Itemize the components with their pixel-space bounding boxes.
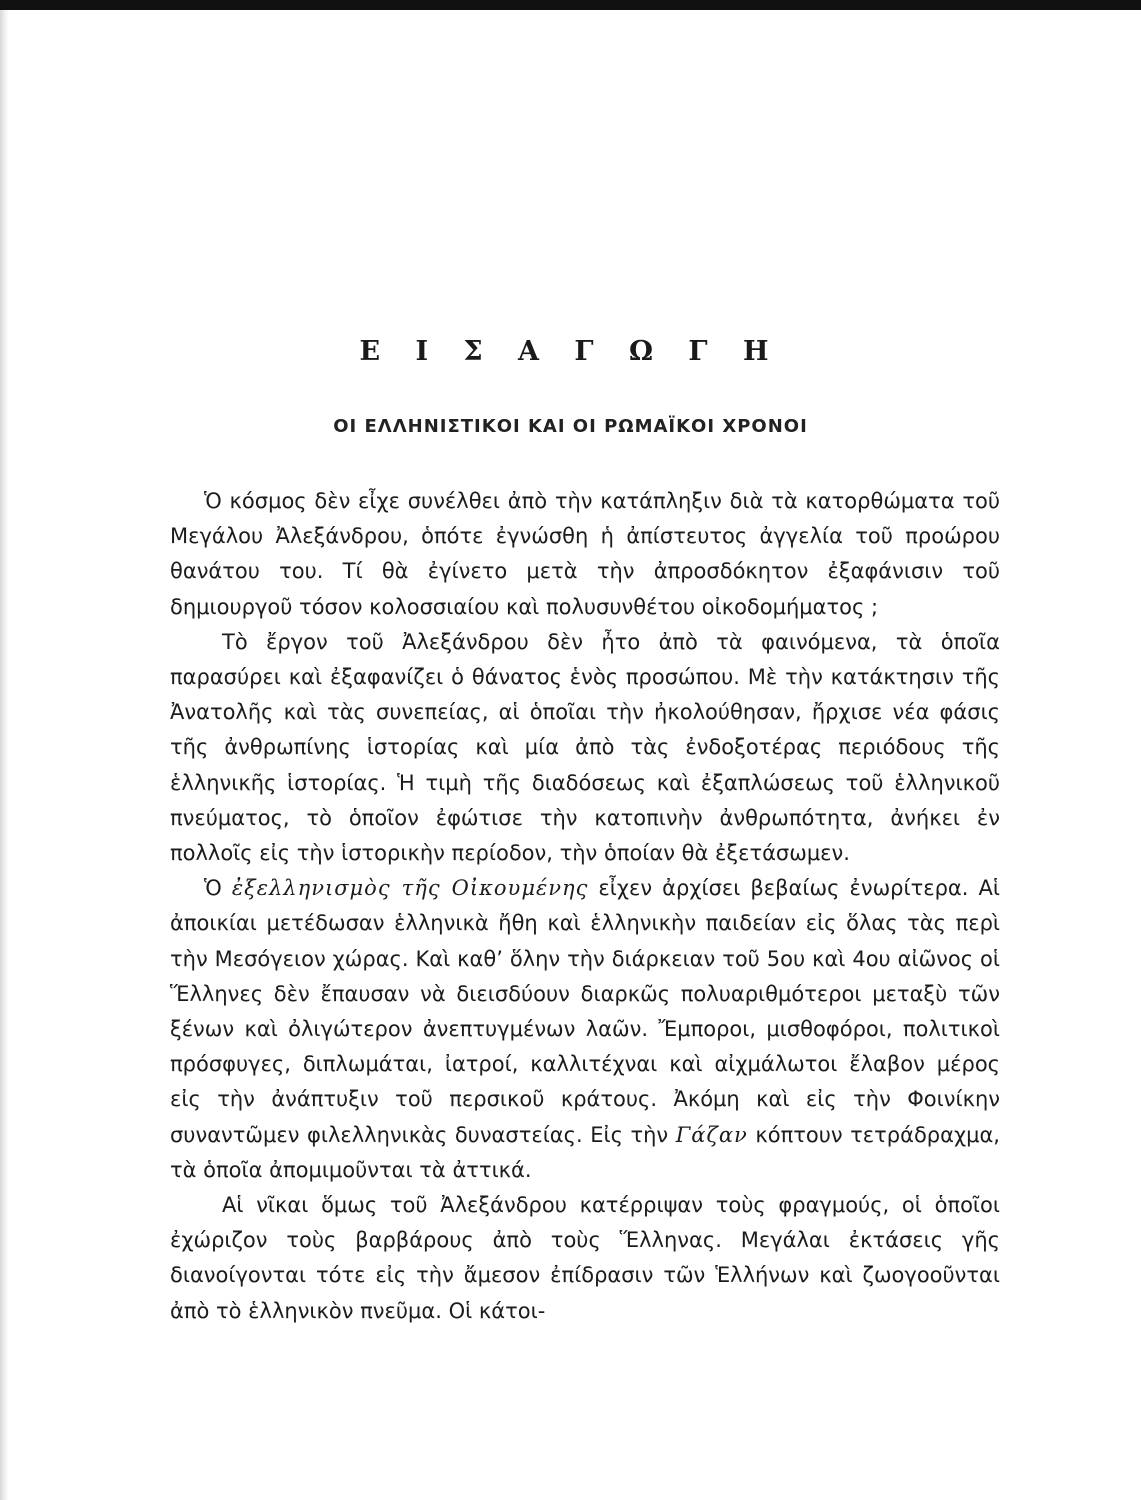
paragraph-3-italic-place: Γάζαν bbox=[675, 1122, 748, 1147]
paragraph-4: Αἱ νῖκαι ὅμως τοῦ Ἀλεξάνδρου κατέρριψαν τοὺς φραγμούς, οἱ ὁποῖοι ἐχώριζον τοὺς βαρβάρους ἀπὸ τοὺς Ἕλληνας. Μεγάλαι ἐκτάσεις γῆς διανοίγονται τότε εἰς τὴν ἄμεσον ἐπίδρασιν τῶν Ἑλλήνων καὶ ζωογοοῦνται ἀπὸ τὸ ἑλληνικὸν πνεῦμα. Οἱ κάτοι- bbox=[170, 1193, 1000, 1323]
paragraph-3-italic-phrase: ἐξελληνισμὸς τῆς Οἰκουμένης bbox=[231, 876, 589, 901]
body-text bbox=[170, 484, 1000, 1329]
paragraph-2: Τὸ ἔργον τοῦ Ἀλεξάνδρου δὲν ἦτο ἀπὸ τὰ φαινόμενα, τὰ ὁποῖα παρασύρει καὶ ἐξαφανίζει ὁ θάνατος ἑνὸς προσώπου. Μὲ τὴν κατάκτησιν τῆς Ἀνατολῆς καὶ τὰς συνεπείας, αἱ ὁποῖαι τὴν ἠκολούθησαν, ἤρχισε νέα φάσις τῆς ἀνθρωπίνης ἱστορίας καὶ μία ἀπὸ τὰς ἐνδοξοτέρας περιόδους τῆς ἑλληνικῆς ἱστορίας. Ἡ τιμὴ τῆς διαδόσεως καὶ ἐξαπλώσεως τοῦ ἑλληνικοῦ πνεύματος, τὸ ὁποῖον ἐφώτισε τὴν κατοπινὴν ἀνθρωπότητα, ἀνήκει ἐν πολλοῖς εἰς τὴν ἱστορικὴν περίοδον, τὴν ὁποίαν θὰ ἐξετάσωμεν. bbox=[170, 629, 1000, 866]
page-subtitle: ΟΙ ΕΛΛΗΝΙΣΤΙΚΟΙ ΚΑΙ ΟΙ ΡΩΜΑΪΚΟΙ ΧΡΟΝΟΙ bbox=[333, 416, 808, 437]
paragraph-1: Ὁ κόσμος δὲν εἶχε συνέλθει ἀπὸ τὴν κατάπληξιν διὰ τὰ κατορθώματα τοῦ Μεγάλου Ἀλεξάνδρου, ὁπότε ἐγνώσθη ἡ ἀπίστευτος ἀγγελία τοῦ προώρου θανάτου του. Τί θὰ ἐγίνετο μετὰ τὴν ἀπροσδόκητον ἐξαφάνισιν τοῦ δημιουργοῦ τόσον κολοσσιαίου καὶ πολυσυνθέτου οἰκοδομήματος ; bbox=[170, 489, 1000, 619]
paragraph-3-start: Ὁ bbox=[204, 876, 232, 901]
paragraph-3-end: κόπτουν τετράδραχμα, τὰ ὁποῖα ἀπομιμοῦνται τὰ ἀττικά. bbox=[170, 1122, 1000, 1182]
page-title: Ε Ι Σ Α Γ Ω Γ Η bbox=[359, 336, 782, 367]
paragraph-3-middle: εἶχεν ἀρχίσει βεβαίως ἐνωρίτερα. Αἱ ἀποικίαι μετέδωσαν ἑλληνικὰ ἤθη καὶ ἑλληνικὴν παιδείαν εἰς ὅλας τὰς περὶ τὴν Μεσόγειον χώρας. Καὶ καθ’ ὅλην τὴν διάρκειαν τοῦ 5ου καὶ 4ου αἰῶνος οἱ Ἕλληνες δὲν ἔπαυσαν νὰ διεισδύουν διαρκῶς πολυαριθμότεροι μεταξὺ τῶν ξένων καὶ ὀλιγώτερον ἀνεπτυγμένων λαῶν. Ἔμποροι, μισθοφόροι, πολιτικοὶ πρόσφυγες, διπλωμάται, ἰατροί, καλλιτέχναι καὶ αἰχμάλωτοι ἔλαβον μέρος εἰς τὴν ἀνάπτυξιν τοῦ περσικοῦ κράτους. Ἀκόμη καὶ εἰς τὴν Φοινίκην συναντῶμεν φιλελληνικὰς δυναστείας. Εἰς τὴν bbox=[170, 876, 1000, 1147]
paragraph-3 bbox=[170, 871, 1000, 1188]
